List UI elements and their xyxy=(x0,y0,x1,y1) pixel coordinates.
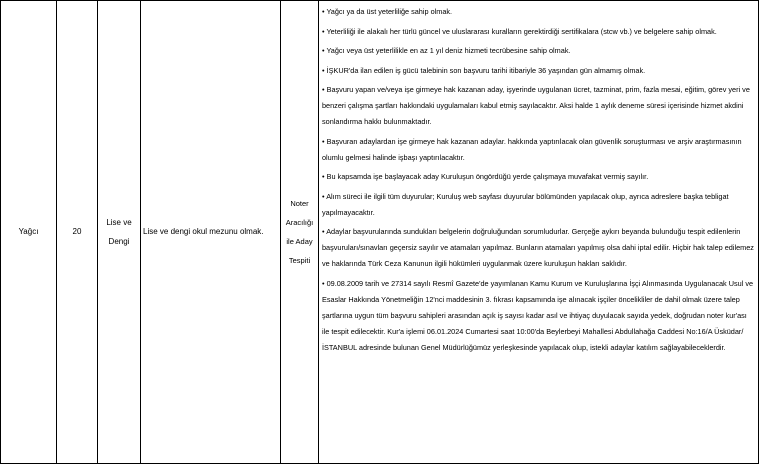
education-requirement: Lise ve dengi okul mezunu olmak. xyxy=(143,227,264,236)
conditions-cell xyxy=(319,1,759,464)
position-cell xyxy=(1,1,57,464)
condition-item xyxy=(322,134,756,166)
condition-text: Alım süreci ile ilgili tüm duyurular; Kuruluş web sayfası duyurular bölümünden yapılacak olup, ayrıca adreslere başka tebligat yapılmayacaktır. xyxy=(322,191,729,217)
position-count: 20 xyxy=(72,227,82,236)
bullet-icon: • xyxy=(322,65,325,75)
condition-text: Adaylar başvurularında sundukları belgelerin doğruluğundan sorumludurlar. Gerçeğe aykırı beyanda bulunduğu tespit edilenlerin başvuruları/sınavları geçersiz sayılır ve atamaları yapılmaz. Bunların atamaları yapılmış olsa dahi iptal edilir. Hiçbir hak talep edilemez ve haklarında Türk Ceza Kanunun ilgili hükümleri uygulanmak üzere kuruluşun hakları saklıdır. xyxy=(322,227,754,268)
condition-text: Bu kapsamda işe başlayacak aday Kuruluşun öngördüğü yerde çalışmaya muvafakat vermiş sayılır. xyxy=(326,172,649,181)
position-name: Yağcı xyxy=(18,227,39,236)
selection-method: Noter Aracılığı ile Aday Tespiti xyxy=(285,199,314,265)
bullet-icon: • xyxy=(322,278,325,288)
count-cell xyxy=(57,1,98,464)
method-cell xyxy=(281,1,319,464)
table-row xyxy=(1,1,759,464)
condition-item xyxy=(322,169,756,185)
education-cell xyxy=(98,1,141,464)
condition-item xyxy=(322,4,756,20)
condition-item xyxy=(322,82,756,130)
condition-text: 09.08.2009 tarih ve 27314 sayılı Resmî Gazete'de yayımlanan Kamu Kurum ve Kuruluşlarına İşçi Alınmasında Uygulanacak Usul ve Esaslar Hakkında Yönetmeliğin 12'nci maddesinin 3. fıkrası kapsamında işe alınacak işçiler öncelikliler de dahil olmak üzere talep şartlarına uygun tüm başvuru sahipleri arasından açık iş sayısı kadar asıl ve ihtiyaç duyulacak sayıda yedek, doğrudan noter kur'ası ile tespit edilecektir. Kur'a işlemi 06.01.2024 Cumartesi saat 10:00'da Beylerbeyi Mahallesi Abdullahağa Caddesi No:16/A Üsküdar/İSTANBUL adresinde bulunan Genel Müdürlüğümüz yerleşkesinde yapılacak olup, istekli adaylar katılım sağlayabileceklerdir. xyxy=(322,278,754,352)
condition-text: Yeterliliği ile alakalı her türlü güncel ve uluslararası kuralların gerektirdiği sertifikalara (stcw vb.) ve belgelere sahip olmak. xyxy=(326,26,717,36)
bullet-icon: • xyxy=(322,191,325,201)
bullet-icon: • xyxy=(322,7,325,16)
condition-text: Başvuran adaylardan işe girmeye hak kazanan adaylar. hakkında yaptırılacak olan güvenlik soruşturması ve arşiv araştırmasının olumlu gelmesi halinde işbaşı yaptırılacaktır. xyxy=(322,136,742,162)
condition-item xyxy=(322,276,756,356)
condition-text: Yağcı ya da üst yeterliliğe sahip olmak. xyxy=(326,7,453,16)
condition-item xyxy=(322,224,756,272)
condition-text: İŞKUR'da ilan edilen iş gücü talebinin son başvuru tarihi itibariyle 36 yaşından gün almamış olmak. xyxy=(326,65,646,75)
bullet-icon: • xyxy=(322,227,325,236)
bullet-icon: • xyxy=(322,172,325,181)
bullet-icon: • xyxy=(322,85,325,94)
conditions-list xyxy=(322,4,756,356)
condition-text: Yağcı veya üst yeterlilikle en az 1 yıl deniz hizmeti tecrübesine sahip olmak. xyxy=(326,46,571,55)
bullet-icon: • xyxy=(322,26,325,36)
requirement-cell xyxy=(141,1,281,464)
condition-item xyxy=(322,24,756,40)
condition-item xyxy=(322,63,756,79)
education-level: Lise ve Dengi xyxy=(106,218,132,246)
condition-text: Başvuru yapan ve/veya işe girmeye hak kazanan aday, işyerinde uygulanan ücret, tazminat, prim, fazla mesai, eğitim, görev yeri ve benzeri çalışma şartları hakkındaki uygulamaları kabul etmiş sayılacaktır. Aksi halde 1 aylık deneme süresi içerisinde hizmet akdini sonlandırma hakkı bulunmaktadır. xyxy=(322,85,750,126)
condition-item xyxy=(322,43,756,59)
condition-item xyxy=(322,189,756,221)
bullet-icon: • xyxy=(322,136,325,146)
bullet-icon: • xyxy=(322,46,325,55)
